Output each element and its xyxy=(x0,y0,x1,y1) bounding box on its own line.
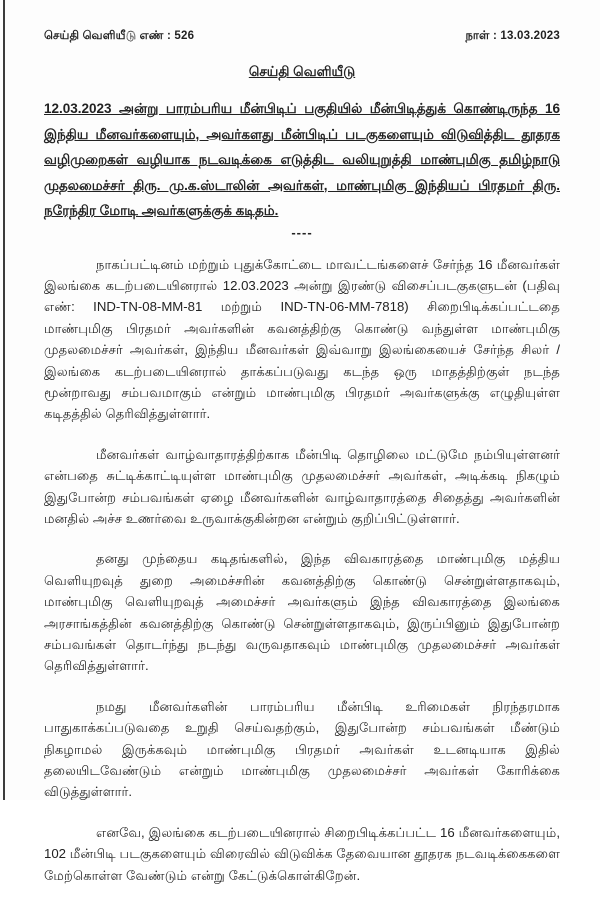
body-paragraph-3: தனது முந்தைய கடிதங்களில், இந்த விவகாரத்தை மாண்புமிகு மத்திய வெளியுறவுத் துறை அமைச்சரின் கவனத்திற்கு கொண்டு சென்றுள்ளதாகவும், மாண்புமிகு வெளியுறவுத் அமைச்சர் அவர்களும் இந்த விவகாரத்தை இலங்கை அரசாங்கத்தின் கவனத்திற்கு கொண்டு சென்றுள்ளதாகவும், இருப்பினும் இதுபோன்ற சம்பவங்கள் தொடர்ந்து நடந்து வருவதாகவும் மாண்புமிகு முதலமைச்சர் அவர்கள் தெரிவித்துள்ளார். xyxy=(44,551,560,674)
release-date-label: நாள் : 13.03.2023 xyxy=(465,30,560,42)
body-paragraph-4: நமது மீனவர்களின் பாரம்பரிய மீன்பிடி உரிமைகள் நிரந்தரமாக பாதுகாக்கப்படுவதை உறுதி செய்வதற்கும், இதுபோன்ற சம்பவங்கள் மீண்டும் நிகழாமல் இருக்கவும் மாண்புமிகு பிரதமர் அவர்கள் உடனடியாக இதில் தலையிடவேண்டும் என்றும் மாண்புமிகு முதலமைச்சர் அவர்கள் கோரிக்கை விடுத்துள்ளார். xyxy=(44,698,560,800)
document-header xyxy=(44,30,560,44)
document-body xyxy=(44,254,560,887)
document-title: செய்தி வெளியீடு xyxy=(248,64,356,79)
body-paragraph-2: மீனவர்கள் வாழ்வாதாரத்திற்காக மீன்பிடி தொழிலை மட்டுமே நம்பியுள்ளனர் என்பதை சுட்டிக்காட்டியுள்ள மாண்புமிகு முதலமைச்சர் அவர்கள், அடிக்கடி நிகழும் இதுபோன்ற சம்பவங்கள் ஏழை மீனவர்களின் வாழ்வாதாரத்தை சிதைத்து அவர்களின் மனதில் அச்ச உணர்வை உருவாக்குகின்றன என்றும் குறிப்பிட்டுள்ளார். xyxy=(44,446,560,526)
document-content xyxy=(44,30,560,905)
release-number-label: செய்தி வெளியீடு எண் : 526 xyxy=(44,30,195,42)
scan-edge-line xyxy=(3,0,5,800)
body-paragraph-5: எனவே, இலங்கை கடற்படையினரால் சிறைபிடிக்கப்பட்ட 16 மீனவர்களையும், 102 மீன்பிடி படகுகளையும் விரைவில் விடுவிக்க தேவையான தூதரக நடவடிக்கைகளை மேற்கொள்ள வேண்டும் என்று கேட்டுக்கொள்கிறேன். xyxy=(44,824,560,883)
separator-dashes: ---- xyxy=(291,224,313,240)
body-paragraph-1: நாகப்பட்டினம் மற்றும் புதுக்கோட்டை மாவட்டங்களைச் சேர்ந்த 16 மீனவர்கள் இலங்கை கடற்படையினரால் 12.03.2023 அன்று இரண்டு விசைப்படகுகளுடன் (பதிவு எண்: IND-TN-08-MM-81 மற்றும் IND-TN-06-MM-7818) சிறைபிடிக்கப்பட்டதை மாண்புமிகு பிரதமர் அவர்களின் கவனத்திற்கு கொண்டு வந்துள்ள மாண்புமிகு முதலமைச்சர் அவர்கள், இந்திய மீனவர்கள் இவ்வாறு இலங்கையைச் சேர்ந்த சிலர் / இலங்கை கடற்படையினரால் தாக்கப்படுவது கடந்த ஒரு மாதத்திற்குள் நடந்த மூன்றாவது சம்பவமாகும் என்றும் மாண்புமிகு பிரதமர் அவர்களுக்கு எழுதியுள்ள கடிதத்தில் தெரிவித்துள்ளார். xyxy=(44,256,560,422)
subject-heading: 12.03.2023 அன்று பாரம்பரிய மீன்பிடிப் பகுதியில் மீன்பிடித்துக் கொண்டிருந்த 16 இந்திய மீனவர்களையும், அவர்களது மீன்பிடிப் படகுகளையும் விடுவித்திட தூதரக வழிமுறைகள் வழியாக நடவடிக்கை எடுத்திட வலியுறுத்தி மாண்புமிகு தமிழ்நாடு முதலமைச்சர் திரு. மு.க.ஸ்டாலின் அவர்கள், மாண்புமிகு இந்தியப் பிரதமர் திரு. நரேந்திர மோடி அவர்களுக்குக் கடிதம். xyxy=(44,101,560,218)
